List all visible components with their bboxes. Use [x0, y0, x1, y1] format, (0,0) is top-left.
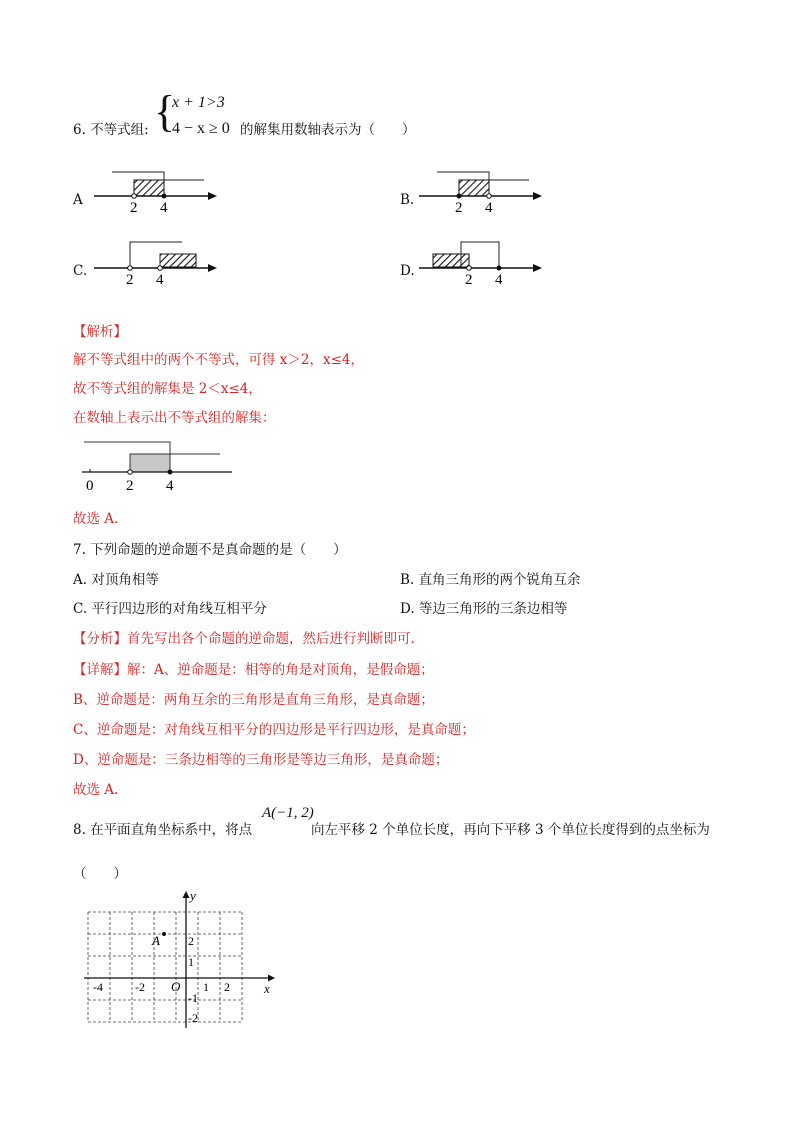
q6-inequality-2: 4 − x ≥ 0 [172, 120, 230, 137]
q6-sol-tick-4: 4 [166, 478, 174, 494]
q6-sol-tick-2: 2 [126, 478, 134, 494]
q6-suffix: 的解集用数轴表示为（ ） [240, 122, 416, 138]
q7-detail-b: B、逆命题是：两角互余的三角形是直角三角形，是真命题； [73, 692, 434, 708]
q8-y-tick-2: 2 [188, 934, 194, 948]
q8-x-tick-neg4: -4 [93, 980, 103, 994]
q8-y-axis-label: y [190, 888, 196, 903]
q8-y-tick-1: 1 [188, 955, 194, 969]
q8-x-tick-1: 1 [203, 980, 209, 994]
q7-analysis-tag: 【分析】 [73, 631, 127, 647]
q6-d-tick-4: 4 [495, 272, 503, 286]
q8-x-tick-neg2: -2 [135, 980, 145, 994]
q6-answer: 故选 A. [73, 511, 119, 527]
q7-detail-c: C、逆命题是：对角线互相平分的四边形是平行四边形，是真命题； [73, 722, 475, 738]
q6-inequality-1: x + 1>3 [172, 94, 225, 111]
q6-b-tick-4: 4 [485, 200, 493, 216]
q8-point-a-dot [162, 932, 166, 936]
q6-option-c-label: C. [73, 263, 88, 279]
q8-origin-label: O [171, 979, 181, 994]
q6-c-tick-2: 2 [126, 272, 134, 286]
q7-detail-d: D、逆命题是：三条边相等的三角形是等边三角形，是真命题； [73, 752, 449, 768]
q6-analysis-line-1: 解不等式组中的两个不等式，可得 x＞2，x≤4， [73, 352, 365, 368]
q8-blank: （ ） [73, 866, 127, 882]
q6-option-a-label: A [73, 192, 83, 208]
q8-coordinate-graph [80, 888, 280, 1033]
q8-y-tick-neg1: -1 [188, 991, 198, 1005]
q7-detail-tag: 【详解】 [73, 662, 127, 678]
q8-y-tick-neg2: -2 [188, 1011, 198, 1025]
q6-d-tick-2: 2 [465, 272, 473, 286]
q6-option-d-label: D. [400, 263, 415, 279]
q8-point: A(−1, 2) [262, 805, 314, 821]
q6-option-d-numberline [417, 238, 547, 286]
q7-option-d: D. 等边三角形的三条边相等 [400, 601, 568, 617]
q7-analysis-text: 首先写出各个命题的逆命题，然后进行判断即可. [127, 631, 415, 647]
q6-option-c-numberline [92, 238, 222, 286]
q6-option-b-numberline [417, 168, 547, 216]
q6-option-b-label: B. [400, 192, 415, 208]
q7-option-b: B. 直角三角形的两个锐角互余 [400, 572, 581, 588]
q6-sol-tick-0: 0 [86, 478, 94, 494]
q7-option-c: C. 平行四边形的对角线互相平分 [73, 601, 267, 617]
q6-analysis-line-3: 在数轴上表示出不等式组的解集： [73, 410, 276, 426]
q7-question: 7. 下列命题的逆命题不是真命题的是（ ） [73, 542, 347, 558]
q6-b-tick-2: 2 [455, 200, 463, 216]
q7-analysis [73, 627, 415, 647]
q6-analysis-line-2: 故不等式组的解集是 2＜x≤4， [73, 381, 262, 397]
q8-suffix: 向左平移 2 个单位长度，再向下平移 3 个单位长度得到的点坐标为 [311, 822, 710, 838]
q6-prefix: 6. 不等式组: [73, 122, 149, 138]
q7-answer: 故选 A. [73, 782, 119, 798]
q6-a-tick-2: 2 [130, 200, 138, 216]
q7-detail-a [73, 658, 434, 678]
q6-brace: { [154, 87, 176, 136]
q8-point-a-label: A [152, 933, 160, 948]
q7-option-a: A. 对顶角相等 [73, 572, 159, 588]
q6-solution-numberline [80, 436, 240, 496]
q6-a-tick-4: 4 [160, 200, 168, 216]
q6-analysis-heading: 【解析】 [73, 324, 127, 340]
q8-prefix: 8. 在平面直角坐标系中，将点 [73, 822, 253, 838]
q6-option-a-numberline [92, 168, 222, 216]
q6-c-tick-4: 4 [156, 272, 164, 286]
q7-detail-a-text: 解：A、逆命题是：相等的角是对顶角，是假命题； [127, 662, 434, 678]
q8-x-tick-2: 2 [224, 980, 230, 994]
q8-x-axis-label: x [264, 981, 270, 996]
